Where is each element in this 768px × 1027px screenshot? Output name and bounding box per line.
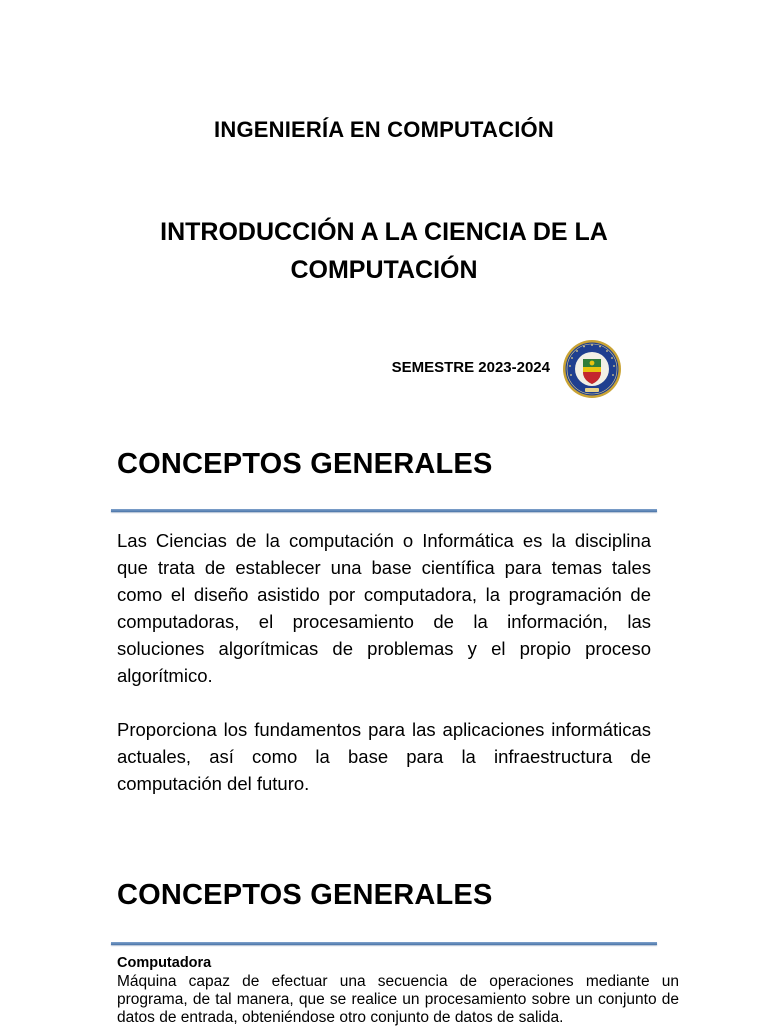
program-title: INGENIERÍA EN COMPUTACIÓN bbox=[214, 117, 554, 142]
university-seal-icon bbox=[562, 339, 622, 399]
title-slide bbox=[0, 0, 768, 425]
slide-heading: CONCEPTOS GENERALES bbox=[117, 448, 493, 480]
slide-heading: CONCEPTOS GENERALES bbox=[117, 879, 493, 911]
heading-divider bbox=[111, 509, 657, 512]
course-title bbox=[110, 213, 658, 289]
concepts-slide-2 bbox=[0, 865, 768, 1024]
heading-divider bbox=[111, 942, 657, 945]
concepts-slide-1 bbox=[0, 425, 768, 865]
semester-label: SEMESTRE 2023-2024 bbox=[391, 359, 550, 376]
term-definition: Máquina capaz de efectuar una secuencia de operaciones mediante un programa, de tal manera, que se realice un procesamiento sobre un conjunto de datos de entrada, obteniéndose otro conjunto de datos de salida. bbox=[117, 973, 679, 1026]
paragraph-fundamentals: Proporciona los fundamentos para las aplicaciones informáticas actuales, así como la base para la infraestructura de computación del futuro. bbox=[117, 719, 651, 794]
course-title-line-2: COMPUTACIÓN bbox=[290, 256, 478, 284]
term-computadora: Computadora bbox=[117, 955, 212, 971]
course-title-line-1: INTRODUCCIÓN A LA CIENCIA DE LA bbox=[160, 218, 608, 246]
paragraph-definition: Las Ciencias de la computación o Informática es la disciplina que trata de establecer una base científica para temas tales como el diseño asistido por computadora, la programación de computadoras, el procesamiento de la información, las soluciones algorítmicas de problemas y el propio proceso algorítmico. bbox=[117, 530, 651, 686]
